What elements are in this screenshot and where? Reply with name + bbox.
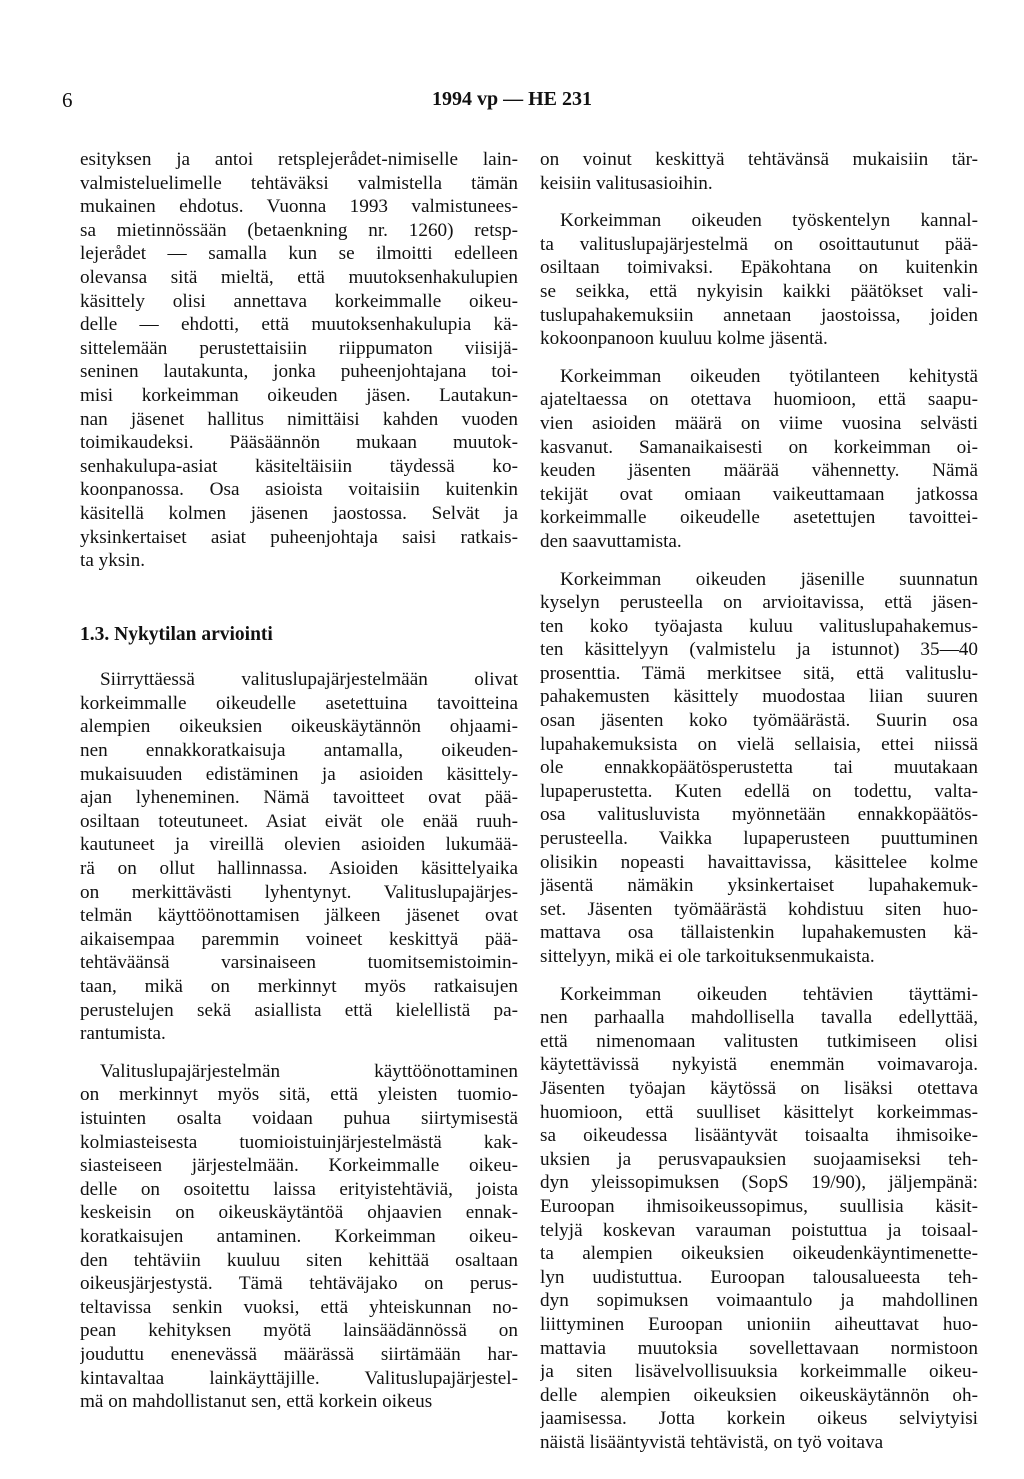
text-line: oikeusjärjestystä. Tämä tehtäväjako on perus- xyxy=(80,1273,518,1295)
text-line: toimikaudeksi. Pääsäännön mukaan muutok- xyxy=(80,432,518,454)
text-line: seninen lautakunta, jonka puheenjohtajana toi- xyxy=(80,361,518,383)
text-line: pahakemusten käsittely muodostaa liian suuren xyxy=(540,686,978,708)
text-line: koonpanossa. Osa asioista voitaisiin kuitenkin xyxy=(80,479,518,501)
text-line: uksien ja perusvapauksien suojaamiseksi teh- xyxy=(540,1148,978,1170)
paragraph xyxy=(540,148,978,195)
text-line: ja siten lisävelvollisuuksia korkeimmalle oikeu- xyxy=(540,1361,978,1383)
text-line: koratkaisujen antaminen. Korkeimman oikeu- xyxy=(80,1225,518,1247)
text-line: siasteiseen järjestelmään. Korkeimmalle oikeu- xyxy=(80,1155,518,1177)
text-line: Korkeimman oikeuden työtilanteen kehitystä xyxy=(560,365,978,387)
text-line: olevansa sitä mieltä, että muutoksenhakulupien xyxy=(80,266,518,288)
text-line: käytettävissä nykyistä enemmän voimavaroja. xyxy=(540,1054,978,1076)
text-line: olisikin nopeasti havaittavissa, käsittelee kolme xyxy=(540,851,978,873)
text-line: osiltaan toteutuneet. Asiat eivät ole enää ruuh- xyxy=(80,810,518,832)
text-line: valmisteluelimelle tehtäväksi valmistella tämän xyxy=(80,172,518,194)
paragraph xyxy=(80,668,518,1046)
text-line: osan jäsenten koko työmäärästä. Suurin osa xyxy=(540,710,978,732)
text-line: telyjä koskevan varauman poistuttua ja toisaal- xyxy=(540,1219,978,1241)
text-line: rä on ollut hallinnassa. Asioiden käsittelyaika xyxy=(80,858,518,880)
text-line: korkeimmalle oikeudelle asetettujen tavoittei- xyxy=(540,507,978,529)
text-line: se seikka, että nykyisin kaikki päätökset vali- xyxy=(540,280,978,302)
text-line: dyn sopimuksen voimaantulo ja mahdollinen xyxy=(540,1290,978,1312)
text-line: ten käsittelyyn (valmistelu ja istunnot) 35—40 xyxy=(540,639,978,661)
text-line: telmän käyttöönottamisen jälkeen jäsenet ovat xyxy=(80,905,518,927)
text-line: taan, mikä on merkinnyt myös ratkaisujen xyxy=(80,976,518,997)
text-line: vien asioiden määrä on viime vuosina selvästi xyxy=(540,412,978,434)
text-line: mä on mahdollistanut sen, että korkein oikeus xyxy=(80,1391,433,1413)
text-line: nen parhaalla mahdollisella tavalla edellyttää, xyxy=(540,1007,978,1029)
text-line: delle on osoitettu laissa erityistehtäviä, joista xyxy=(80,1178,518,1200)
text-line: esityksen ja antoi retsplejerådet-nimiselle lain- xyxy=(80,149,518,170)
text-line: mattavia muutoksia sovellettavaan normistoon xyxy=(540,1337,978,1359)
text-line: lupaperustetta. Kuten edellä on todettu, valta- xyxy=(540,780,978,802)
text-line: sa oikeudessa lisääntyvät toisaalta ihmisoike- xyxy=(540,1125,978,1147)
text-line: on voinut keskittyä tehtävänsä mukaisiin tär- xyxy=(540,149,978,170)
right-column xyxy=(540,148,978,1454)
paragraph xyxy=(80,1060,518,1414)
text-line: liittyminen Euroopan unioniin aiheuttavat huo- xyxy=(540,1313,978,1335)
text-line: keskeisin on oikeuskäytäntöä ohjaavien ennak- xyxy=(80,1202,518,1224)
text-line: set. Jäsenten työmäärästä kohdistuu siten huo- xyxy=(540,898,978,920)
running-head: 1994 vp — HE 231 xyxy=(431,88,593,110)
text-line: Korkeimman oikeuden työskentelyn kannal- xyxy=(560,210,978,232)
left-column xyxy=(80,148,518,1414)
text-line: ajan lyheneminen. Nämä tavoitteet ovat pää- xyxy=(80,787,518,809)
text-line: tekijät ovat omiaan vaikeuttamaan jatkossa xyxy=(540,483,978,505)
text-line: dyn yleissopimuksen (SopS 19/90), jäljempänä: xyxy=(540,1172,978,1194)
text-line: delle alempien oikeuksien oikeuskäytännön oh- xyxy=(540,1384,978,1406)
paragraph xyxy=(540,568,978,969)
text-line: Jäsenten työajan käytössä on lisäksi otettava xyxy=(540,1077,978,1099)
text-line: mukainen ehdotus. Vuonna 1993 valmistunees- xyxy=(80,196,518,218)
text-line: rantumista. xyxy=(80,1023,166,1045)
text-line: istuinten osalta voidaan puhua siirtymisestä xyxy=(80,1107,518,1129)
text-line: Korkeimman oikeuden tehtävien täyttämi- xyxy=(560,983,978,1005)
text-line: korkeimmalle oikeudelle asetettuina tavoitteina xyxy=(80,692,518,714)
text-line: kyselyn perusteella on arvioitavissa, että jäsen- xyxy=(540,592,978,614)
paragraph xyxy=(540,365,978,554)
text-line: den saavuttamista. xyxy=(540,530,682,552)
text-line: ta valituslupajärjestelmä on osoittautunut pää- xyxy=(540,233,978,255)
text-line: pean kehityksen myötä lainsäädännössä on xyxy=(80,1320,518,1342)
text-line: kintavaltaa lainkäyttäjille. Valituslupajärjestel- xyxy=(80,1367,518,1389)
text-line: kasvanut. Samanaikaisesti on korkeimman oi- xyxy=(540,436,978,458)
text-line: huomioon, että suulliset käsittelyt korkeimmas- xyxy=(540,1101,978,1123)
text-line: kolmiasteisesta tuomioistuinjärjestelmästä kak- xyxy=(80,1131,518,1153)
text-line: jouduttu enenevässä määrässä siirtämään har- xyxy=(80,1343,518,1365)
text-line: keisiin valitusasioihin. xyxy=(540,172,713,194)
text-line: kokoonpanoon kuuluu kolme jäsentä. xyxy=(540,328,828,350)
text-line: Euroopan ihmisoikeussopimus, suullisia käsit- xyxy=(540,1195,978,1217)
text-line: tuslupahakemuksiin annetaan jaostoissa, joiden xyxy=(540,304,978,326)
text-line: on merkinnyt myös sitä, että yleisten tuomio- xyxy=(80,1084,518,1106)
text-line: että nimenomaan valitusten tutkimiseen olisi xyxy=(540,1030,978,1052)
text-line: alempien oikeuksien oikeuskäytännön ohjaami- xyxy=(80,716,518,738)
text-line: keuden jäsenten määrää vähennetty. Nämä xyxy=(540,460,978,482)
text-line: nan jäsenet hallitus nimittäisi kahden vuoden xyxy=(80,408,518,430)
text-line: Valituslupajärjestelmän käyttöönottaminen xyxy=(100,1060,518,1082)
text-line: sittelyyn, mikä ei ole tarkoituksenmukaista. xyxy=(540,946,875,967)
text-line: perustelujen sekä asiallista että kielellistä pa- xyxy=(80,999,518,1021)
text-line: on merkittävästi lyhentynyt. Valituslupajärjes- xyxy=(80,881,518,903)
text-line: den tehtäviin kuuluu siten kehittää osaltaan xyxy=(80,1249,518,1271)
text-line: osa valitusluvista myönnetään ennakkopäätös- xyxy=(540,804,978,826)
text-line: jaamisessa. Jotta korkein oikeus selviytyisi xyxy=(540,1408,978,1430)
text-line: Siirryttäessä valituslupajärjestelmään olivat xyxy=(100,669,518,691)
text-line: ta yksin. xyxy=(80,550,146,572)
text-line: näistä lisääntyvistä tehtävistä, on työ voitava xyxy=(540,1431,884,1453)
text-line: lejerådet — samalla kun se ilmoitti edelleen xyxy=(80,243,518,265)
text-line: käsittely olisi annettava korkeimmalle oikeu- xyxy=(80,290,518,312)
text-line: tehtäväänsä varsinaiseen tuomitsemistoimin- xyxy=(80,952,518,974)
text-line: sittelemään perustettaisiin riippumaton viisijä- xyxy=(80,337,518,359)
section-heading: 1.3. Nykytilan arviointi xyxy=(80,623,273,645)
page-number: 6 xyxy=(62,88,73,112)
text-line: yksinkertaiset asiat puheenjohtaja saisi ratkais- xyxy=(80,526,518,548)
text-line: kautuneet ja vireillä olevien asioiden lukumää- xyxy=(80,834,518,856)
text-line: ten koko työajasta kuluu valituslupahakemus- xyxy=(540,615,978,637)
text-line: nen ennakkoratkaisuja antamalla, oikeuden- xyxy=(80,740,518,762)
text-line: sa mietinnössään (betaenkning nr. 1260) retsp- xyxy=(80,219,518,241)
paragraph xyxy=(540,209,978,351)
text-line: jäsentä nämäkin yksinkertaiset lupahakemuk- xyxy=(540,875,978,897)
text-line: ajateltaessa on otettava huomioon, että saapu- xyxy=(540,389,978,411)
text-line: osiltaan toimivaksi. Epäkohtana on kuitenkin xyxy=(540,257,978,279)
paragraph xyxy=(540,983,978,1455)
paragraph xyxy=(80,148,518,573)
text-line: Korkeimman oikeuden jäsenille suunnatun xyxy=(560,568,978,590)
text-line: prosenttia. Tämä merkitsee sitä, että valituslu- xyxy=(540,662,978,684)
text-line: käsitellä kolmen jäsenen jaostossa. Selvät ja xyxy=(80,502,518,524)
text-line: teltavissa senkin vuoksi, että yhteiskunnan no- xyxy=(80,1296,518,1318)
text-line: mattava osa tällaistenkin lupahakemusten kä- xyxy=(540,922,978,944)
text-line: aikaisempaa paremmin voineet keskittyä pää- xyxy=(80,928,518,950)
page-header xyxy=(0,88,1024,118)
text-line: delle — ehdotti, että muutoksenhakulupia kä- xyxy=(80,314,518,336)
text-line: ta alempien oikeuksien oikeudenkäyntimenette- xyxy=(540,1243,978,1265)
text-line: perusteella. Vaikka lupaperusteen puuttuminen xyxy=(540,828,978,850)
text-line: senhakulupa-asiat käsiteltäisiin täydessä ko- xyxy=(80,455,518,477)
text-line: mukaisuuden edistäminen ja asioiden käsittely- xyxy=(80,763,518,785)
text-line: ole ennakkopäätösperustetta tai muutakaan xyxy=(540,757,978,779)
text-line: misi korkeimman oikeuden jäsen. Lautakun- xyxy=(80,384,518,406)
text-line: lupahakemuksista on vielä sellaisia, ettei niissä xyxy=(540,733,978,755)
text-line: lyn uudistuttua. Euroopan talousalueesta teh- xyxy=(540,1266,978,1288)
